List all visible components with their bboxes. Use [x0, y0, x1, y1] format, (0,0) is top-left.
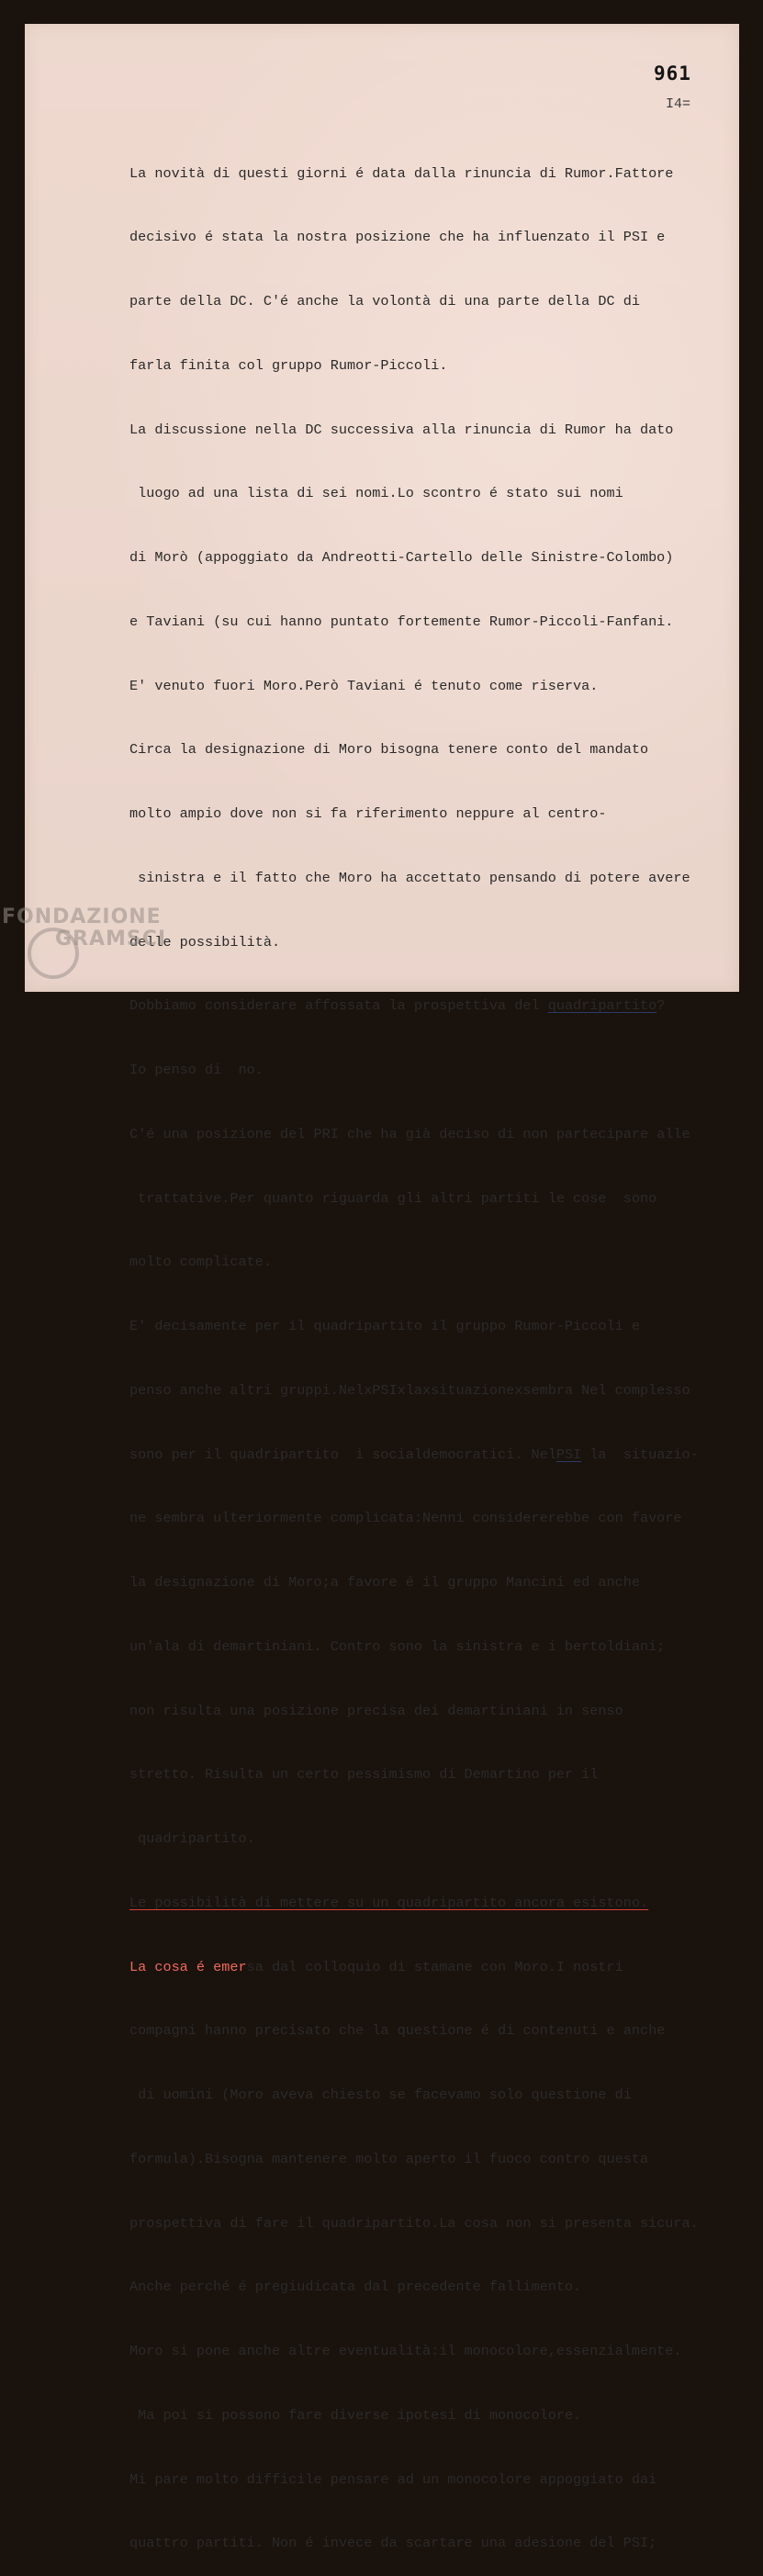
text-segment: sono per il quadripartito i socialdemocratici. Nel	[129, 1445, 556, 1463]
text-line: un'ala di demartiniani. Contro sono la sinistra e i bertoldiani;	[129, 1637, 666, 1655]
text-line: Mi pare molto difficile pensare ad un monocolore appoggiato dai	[129, 2470, 657, 2488]
text-line: sinistra e il fatto che Moro ha accettato pensando di potere avere	[129, 869, 690, 886]
text-line: decisivo é stata la nostra posizione che ha influenzato il PSI e	[129, 229, 666, 246]
text-line	[129, 996, 745, 1017]
text-line	[129, 1957, 745, 1978]
text-line: la designazione di Moro;a favore é il gruppo Mancini ed anche	[129, 1574, 640, 1591]
text-line: La discussione nella DC successiva alla rinuncia di Rumor ha dato	[129, 421, 674, 438]
text-line: stretto. Risulta un certo pessimismo di Demartino per il	[129, 1766, 599, 1783]
text-line: non risulta una posizione precisa dei demartiniani in senso	[129, 1702, 623, 1719]
text-line: penso anche altri gruppi.NelxPSIxlaxsituazionexsembra Nel complesso	[129, 1381, 690, 1399]
text-line: di uomini (Moro aveva chiesto se facevamo solo questione di	[129, 2087, 632, 2103]
text-line	[129, 1445, 745, 1466]
text-line: e Taviani (su cui hanno puntato fortemente Rumor-Piccoli-Fanfani.	[129, 613, 674, 630]
text-line: molto ampio dove non si fa riferimento neppure al centro-	[129, 805, 607, 822]
watermark-line2: GRAMSCI	[55, 928, 167, 951]
text-line: quattro partiti. Non é invece da scartare una adesione del PSI;	[129, 2535, 657, 2552]
red-highlighted-text: La cosa é emer	[129, 1958, 247, 1975]
text-line: ne sembra ulteriormente complicata:Nenni considererebbe con favore	[129, 1510, 682, 1527]
text-line: Io penso di no.	[129, 1062, 264, 1078]
text-line: parte della DC. C'é anche la volontà di una parte della DC di	[129, 293, 640, 309]
red-underlined-line: Le possibilità di mettere su un quadripartito ancora esistono.	[129, 1894, 649, 1911]
text-line: formula).Bisogna mantenere molto aperto il fuoco contro questa	[129, 2150, 649, 2167]
text-line: luogo ad una lista di sei nomi.Lo scontro é stato sui nomi	[129, 485, 623, 502]
text-line: di Morò (appoggiato da Andreotti-Cartello delle Sinistre-Colombo)	[129, 549, 674, 566]
text-line: trattative.Per quanto riguarda gli altri partiti le cose sono	[129, 1189, 657, 1207]
text-line: La novità di questi giorni é data dalla rinuncia di Rumor.Fattore	[129, 164, 674, 182]
text-line: prospettiva di fare il quadripartito.La cosa non si presenta sicura.	[129, 2214, 699, 2232]
text-line: Anche perché é pregiudicata dal precedente fallimento.	[129, 2278, 582, 2296]
watermark	[2, 907, 166, 950]
text-line: delle possibilità.	[129, 933, 281, 951]
text-segment: Dobbiamo considerare affossata la prospettiva del	[129, 997, 548, 1015]
question-mark: ?	[656, 997, 666, 1015]
typewritten-body	[129, 120, 745, 2576]
text-line: Circa la designazione di Moro bisogna tenere conto del mandato	[129, 741, 649, 759]
text-line: Ma poi si possono fare diverse ipotesi di monocolore.	[129, 2406, 582, 2424]
text-line: farla finita col gruppo Rumor-Piccoli.	[129, 356, 448, 374]
text-line: E' venuto fuori Moro.Però Taviani é tenuto come riserva.	[129, 677, 599, 694]
text-line: Moro si pone anche altre eventualità:il monocolore,essenzialmente.	[129, 2343, 682, 2359]
text-segment: la situazio-	[581, 1445, 699, 1463]
text-line: E' decisamente per il quadripartito il gruppo Rumor-Piccoli e	[129, 1318, 640, 1334]
page-number: 961	[654, 62, 691, 84]
text-line: molto complicate.	[129, 1254, 272, 1271]
watermark-line1: FONDAZIONE	[2, 906, 162, 928]
text-line: quadripartito.	[129, 1830, 255, 1847]
sheet-reference: I4=	[666, 96, 691, 112]
text-line: C'é una posizione del PRI che ha già deciso di non partecipare alle	[129, 1125, 690, 1142]
text-segment: sa dal colloquio di stamane con Moro.I nostri	[246, 1958, 623, 1975]
underlined-psi: PSI	[555, 1445, 582, 1463]
text-line: compagni hanno precisato che la questione é di contenuti e anche	[129, 2022, 666, 2040]
underlined-word: quadripartito	[547, 997, 657, 1015]
